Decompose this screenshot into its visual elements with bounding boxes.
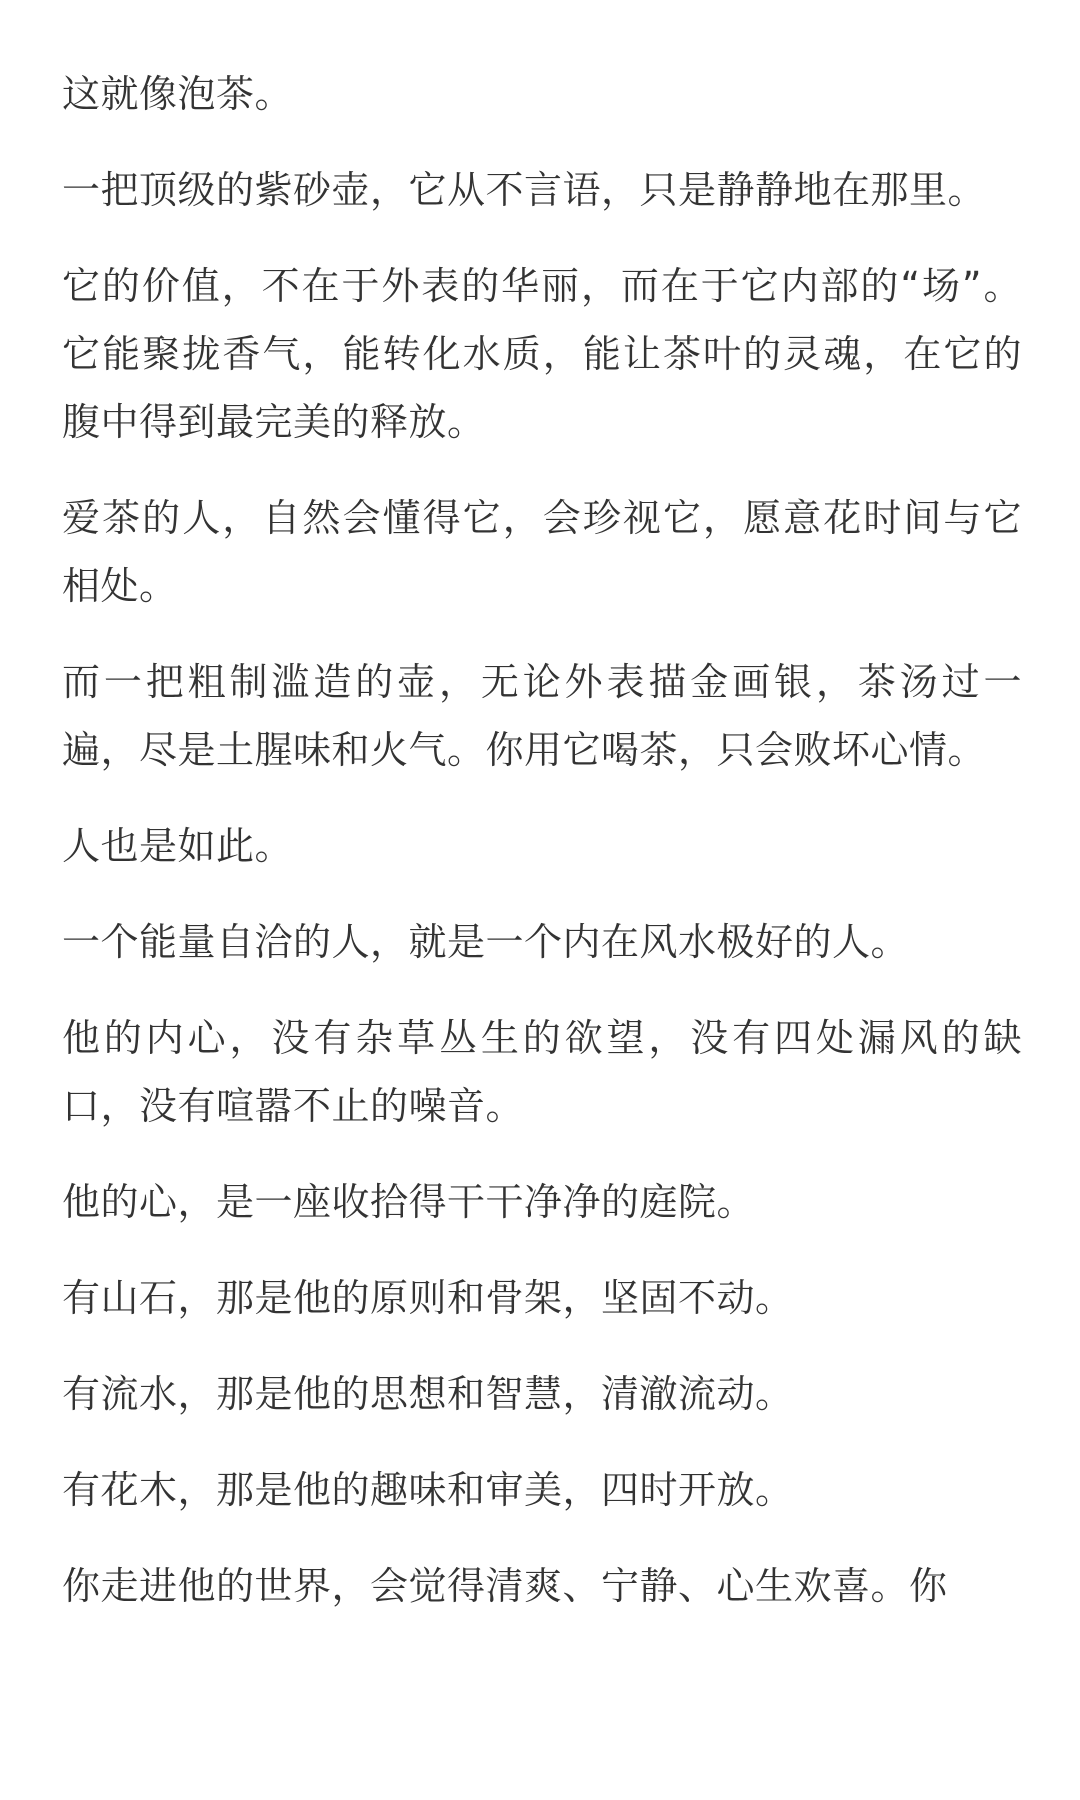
paragraph: 有山石，那是他的原则和骨架，坚固不动。 [62, 1276, 794, 1320]
paragraph: 这就像泡茶。 [62, 72, 294, 116]
paragraph: 他的心，是一座收拾得干干净净的庭院。 [62, 1180, 756, 1224]
paragraph: 爱茶的人，自然会懂得它，会珍视它，愿意花时间与它相处。 [62, 496, 1022, 608]
paragraph: 你走进他的世界，会觉得清爽、宁静、心生欢喜。你 [62, 1564, 948, 1608]
paragraph: 人也是如此。 [62, 824, 294, 868]
paragraph: 一个能量自洽的人，就是一个内在风水极好的人。 [62, 920, 910, 964]
paragraph: 它的价值，不在于外表的华丽，而在于它内部的“场”。它能聚拢香气，能转化水质，能让茶叶的灵魂，在它的腹中得到最完美的释放。 [62, 264, 1022, 444]
paragraph: 而一把粗制滥造的壶，无论外表描金画银，茶汤过一遍，尽是土腥味和火气。你用它喝茶，只会败坏心情。 [62, 660, 1022, 772]
paragraph: 有花木，那是他的趣味和审美，四时开放。 [62, 1468, 794, 1512]
paragraph: 他的内心，没有杂草丛生的欲望，没有四处漏风的缺口，没有喧嚣不止的噪音。 [62, 1016, 1022, 1128]
paragraph: 有流水，那是他的思想和智慧，清澈流动。 [62, 1372, 794, 1416]
paragraph: 一把顶级的紫砂壶，它从不言语，只是静静地在那里。 [62, 168, 987, 212]
article-body [62, 60, 1022, 1648]
